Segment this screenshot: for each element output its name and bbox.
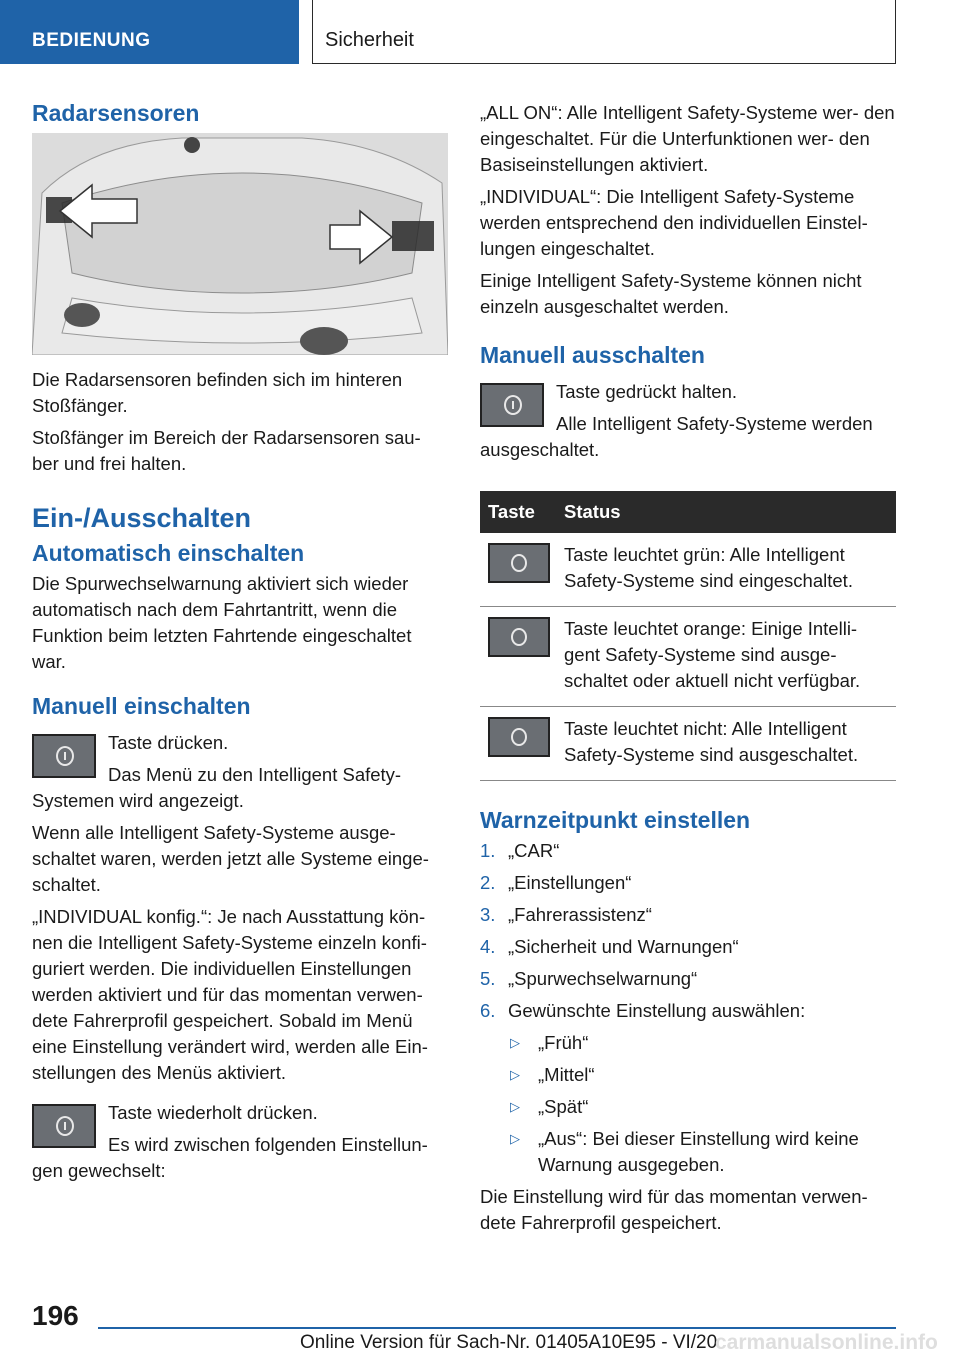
page-header-title: Sicherheit (312, 0, 896, 64)
all-on-text: „ALL ON“: Alle Intelligent Safety-Systeme wer- den eingeschaltet. Für die Unterfunktionen wer- den Basiseinstellungen aktiviert. (480, 102, 895, 175)
footer-version-text: Online Version für Sach-Nr. 01405A10E95 - VI/20 (300, 1332, 718, 1353)
btn1-text-1: Taste drücken. (108, 732, 229, 753)
button-instruction-1 (32, 730, 448, 820)
table-row (480, 607, 896, 707)
sub-options-list (508, 1030, 896, 1178)
heading-ein-ausschalten: Ein-/Ausschalten (32, 503, 252, 533)
auto-text: Die Spurwechselwarnung aktiviert sich wieder automatisch nach dem Fahrtantritt, wenn die Funktion beim letzten Fahrtende eingeschaltet war. (32, 573, 412, 672)
table-row (480, 707, 896, 781)
safety-button-icon (32, 1104, 96, 1148)
btn2-text-1: Taste wiederholt drücken. (108, 1102, 318, 1123)
heading-manuell-einschalten: Manuell einschalten (32, 693, 251, 719)
sub-option: ▷ „Aus“: Bei dieser Einstellung wird keine Warnung ausgegeben. (510, 1128, 859, 1175)
list-item: 4. „Sicherheit und Warnungen“ (480, 936, 739, 957)
button-instruction-2 (32, 1100, 448, 1190)
some-systems-text: Einige Intelligent Safety-Systeme können nicht einzeln ausgeschaltet werden. (480, 270, 862, 317)
button-orange-icon (488, 617, 550, 657)
triangle-bullet-icon: ▷ (510, 1035, 520, 1050)
table-row (480, 533, 896, 607)
btn1-text-2: Das Menü zu den Intelligent Safety- Systemen wird angezeigt. (32, 764, 402, 811)
triangle-bullet-icon: ▷ (510, 1099, 520, 1114)
watermark: carmanualsonline.info (715, 1331, 938, 1354)
heading-manuell-ausschalten: Manuell ausschalten (480, 342, 705, 368)
button-instruction-3 (480, 379, 896, 469)
steps-list (480, 838, 896, 1178)
page-number: 196 (32, 1300, 79, 1331)
individual-config-text: „INDIVIDUAL konfig.“: Je nach Ausstattung kön- nen die Intelligent Safety-Systeme einzeln konfi- guriert werden. Die individuellen Einstellungen werden aktiviert und für das momentan verwen- dete Fahrerprofil gespeichert. Sobald im Menü eine Einstellung verändert wird, werden alle Ein- stellungen des Menüs aktiviert. (32, 906, 428, 1083)
heading-radarsensoren: Radarsensoren (32, 100, 200, 126)
car-rear-radar-illustration (32, 133, 448, 355)
safety-button-icon (480, 383, 544, 427)
status-cell: Taste leuchtet grün: Alle Intelligent Safety-Systeme sind eingeschaltet. (556, 533, 896, 607)
button-green-icon (488, 543, 550, 583)
status-cell: Taste leuchtet orange: Einige Intelli- gent Safety-Systeme sind ausge- schaltet oder aktuell nicht verfügbar. (556, 607, 896, 707)
sub-option: ▷ „Früh“ (508, 1030, 896, 1056)
all-off-text: Wenn alle Intelligent Safety-Systeme ausge- schaltet waren, werden jetzt alle Systeme einge- schaltet. (32, 822, 429, 895)
table-header-status: Status (556, 491, 896, 533)
safety-button-icon (32, 734, 96, 778)
section-tab: BEDIENUNG (0, 0, 299, 64)
footer-divider (98, 1327, 896, 1329)
right-column (480, 100, 896, 1242)
list-item: 3. „Fahrerassistenz“ (480, 904, 652, 925)
individual-text: „INDIVIDUAL“: Die Intelligent Safety-Systeme werden entsprechend den individuellen Einstel- lungen eingeschaltet. (480, 186, 868, 259)
btn3-text-1: Taste gedrückt halten. (556, 381, 737, 402)
list-item: 6. Gewünschte Einstellung auswählen: ▷ „Früh“ ▷ „Mittel“ ▷ „Spät“ ▷ „Aus“: Bei dieser Einstellung wird keine Warnung ausgegeben. (480, 998, 896, 1178)
status-cell: Taste leuchtet nicht: Alle Intelligent Safety-Systeme sind ausgeschaltet. (556, 707, 896, 781)
heading-automatisch-einschalten: Automatisch einschalten (32, 540, 305, 566)
final-text: Die Einstellung wird für das momentan verwen- dete Fahrerprofil gespeichert. (480, 1186, 868, 1233)
sub-option: ▷ „Spät“ (508, 1094, 896, 1120)
btn2-text-2: Es wird zwischen folgenden Einstellun- gen gewechselt: (32, 1134, 428, 1181)
list-item: 2. „Einstellungen“ (480, 872, 632, 893)
table-header-taste: Taste (480, 491, 556, 533)
btn3-text-2: Alle Intelligent Safety-Systeme werden ausgeschaltet. (480, 413, 873, 460)
triangle-bullet-icon: ▷ (510, 1131, 520, 1146)
triangle-bullet-icon: ▷ (510, 1067, 520, 1082)
radar-text-2: Stoßfänger im Bereich der Radarsensoren sau- ber und frei halten. (32, 427, 421, 474)
list-item: 1. „CAR“ (480, 840, 560, 861)
radar-text-1: Die Radarsensoren befinden sich im hinteren Stoßfänger. (32, 369, 403, 416)
list-item: 5. „Spurwechselwarnung“ (480, 968, 698, 989)
button-status-table (480, 491, 896, 781)
heading-warnzeitpunkt: Warnzeitpunkt einstellen (480, 807, 751, 833)
sub-option: ▷ „Mittel“ (508, 1062, 896, 1088)
button-off-icon (488, 717, 550, 757)
left-column (32, 100, 448, 1190)
